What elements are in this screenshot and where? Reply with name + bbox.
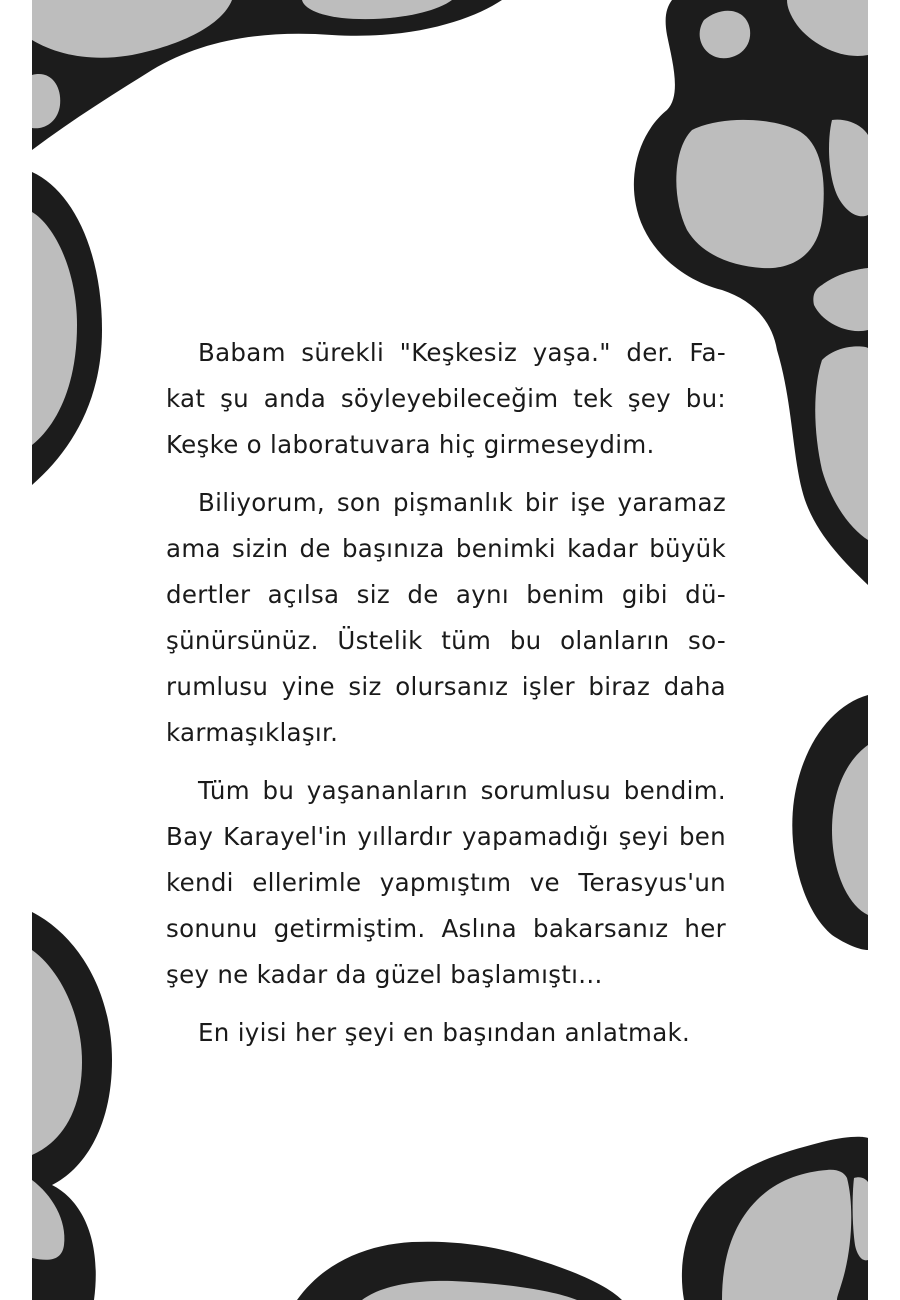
book-page <box>32 0 868 1300</box>
top-left-blob <box>32 0 502 150</box>
text-line: Tüm bu yaşananların sorumlusu bendim. <box>198 776 726 805</box>
left-upper-blob <box>32 172 102 485</box>
text-line: En iyisi her şeyi en başından anlatmak. <box>198 1018 691 1047</box>
story-text <box>166 330 726 1068</box>
text-line: şünürsünüz. Üstelik tüm bu olanların so- <box>166 626 726 655</box>
text-line: Biliyorum, son pişmanlık bir işe yaramaz <box>198 488 726 517</box>
text-line: kat şu anda söyleyebileceğim tek şey bu: <box>166 384 726 413</box>
right-middle-blob <box>792 695 868 950</box>
text-line: dertler açılsa siz de aynı benim gibi dü- <box>166 580 726 609</box>
text-line: Bay Karayel'in yıllardır yapamadığı şeyi ben <box>166 822 726 851</box>
paragraph-3 <box>166 768 726 998</box>
text-line: sonunu getirmiştim. Aslına bakarsanız her <box>166 914 726 943</box>
text-line: ama sizin de başınıza benimki kadar büyük <box>166 534 726 563</box>
paragraph-1 <box>166 330 726 468</box>
text-line: şey ne kadar da güzel başlamıştı... <box>166 960 603 989</box>
text-line: kendi ellerimle yapmıştım ve Terasyus'un <box>166 868 726 897</box>
left-lower-blob <box>32 912 112 1300</box>
text-line: Keşke o laboratuvara hiç girmeseydim. <box>166 430 655 459</box>
paragraph-2 <box>166 480 726 756</box>
bottom-center-blob <box>297 1242 622 1300</box>
text-line: rumlusu yine siz olursanız işler biraz daha <box>166 672 726 701</box>
paragraph-4 <box>166 1010 726 1056</box>
text-line: karmaşıklaşır. <box>166 718 339 747</box>
bottom-right-blob <box>682 1137 868 1300</box>
text-line: Babam sürekli "Keşkesiz yaşa." der. Fa- <box>198 338 726 367</box>
